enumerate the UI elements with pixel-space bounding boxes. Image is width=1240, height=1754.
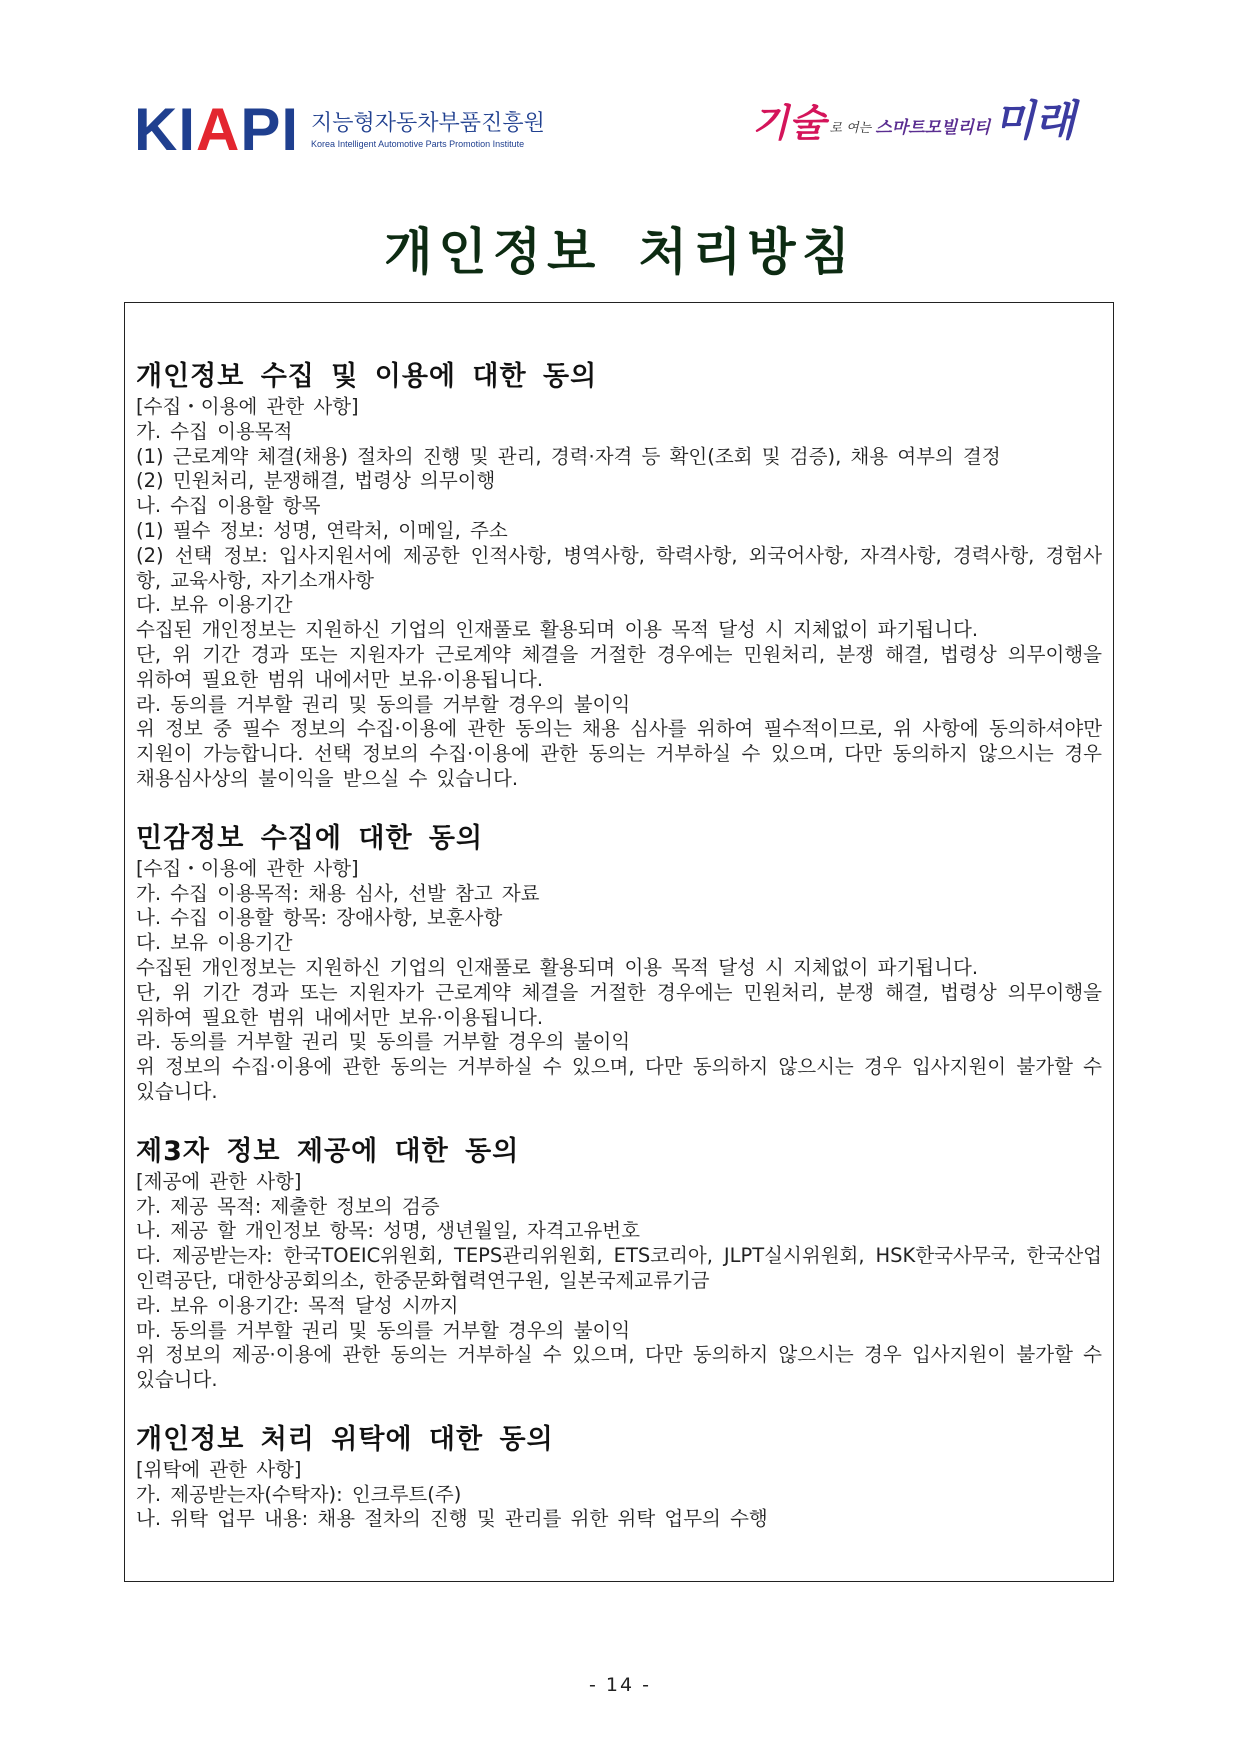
section-line: 나. 수집 이용할 항목: 장애사항, 보훈사항 xyxy=(136,906,503,930)
section-line: 다. 제공받는자: 한국TOEIC위원회, TEPS관리위원회, ETS코리아, JLPT실시위원회, HSK한국사무국, 한국산업인력공단, 대한상공회의소, 한중문화협력연구원, 일본국제교류기금 xyxy=(136,1244,1102,1292)
section-heading: 개인정보 수집 및 이용에 대한 동의 xyxy=(136,361,598,392)
section-line: 위 정보의 제공·이용에 관한 동의는 거부하실 수 있으며, 다만 동의하지 않으시는 경우 입사지원이 불가할 수 있습니다. xyxy=(136,1343,1102,1392)
section-heading: 제3자 정보 제공에 대한 동의 xyxy=(136,1135,520,1167)
slogan-part-1: 기술 xyxy=(752,101,826,145)
section-third-party-consent xyxy=(136,1134,1102,1393)
section-heading: 개인정보 처리 위탁에 대한 동의 xyxy=(136,1423,554,1455)
section-line: 나. 수집 이용할 항목 xyxy=(136,494,321,518)
section-line: (1) 필수 정보: 성명, 연락처, 이메일, 주소 xyxy=(136,518,508,542)
section-line: (2) 민원처리, 분쟁해결, 법령상 의무이행 xyxy=(136,469,496,493)
section-line: 나. 제공 할 개인정보 항목: 성명, 생년월일, 자격고유번호 xyxy=(136,1219,640,1243)
section-line: 단, 위 기간 경과 또는 지원자가 근로계약 체결을 거절한 경우에는 민원처리, 분쟁 해결, 법령상 의무이행을 위하여 필요한 범위 내에서만 보유·이용됩니다. xyxy=(136,642,1102,691)
org-name-korean: 지능형자동차부품진흥원 xyxy=(311,110,545,136)
section-personal-info-consent xyxy=(136,359,1102,792)
section-line: 라. 보유 이용기간: 목적 달성 시까지 xyxy=(136,1293,459,1317)
kiapi-org-name xyxy=(311,111,545,149)
kiapi-logo-accent-letter: A xyxy=(196,96,241,163)
page-number: - 14 - xyxy=(589,1674,651,1696)
kiapi-logo xyxy=(134,96,545,163)
slogan-part-3: 스마트모빌리티 xyxy=(875,118,991,138)
page-header xyxy=(0,0,1240,170)
section-line: 가. 수집 이용목적 xyxy=(136,419,293,443)
section-line: [제공에 관한 사항] xyxy=(136,1169,302,1193)
section-line: 가. 제공 목적: 제출한 정보의 검증 xyxy=(136,1194,440,1218)
section-line: (2) 선택 정보: 입사지원서에 제공한 인적사항, 병역사항, 학력사항, 외국어사항, 자격사항, 경력사항, 경험사항, 교육사항, 자기소개사항 xyxy=(136,543,1102,592)
slogan-part-2: 로 여는 xyxy=(829,121,872,136)
section-line: 위 정보의 수집·이용에 관한 동의는 거부하실 수 있으며, 다만 동의하지 않으시는 경우 입사지원이 불가할 수 있습니다. xyxy=(136,1055,1102,1103)
section-line: 마. 동의를 거부할 권리 및 동의를 거부할 경우의 불이익 xyxy=(136,1318,631,1342)
document-title: 개인정보 처리방침 xyxy=(384,223,856,281)
section-line: [수집・이용에 관한 사항] xyxy=(136,395,359,418)
section-line: 위 정보 중 필수 정보의 수집·이용에 관한 동의는 채용 심사를 위하여 필수적이므로, 위 사항에 동의하셔야만 지원이 가능합니다. 선택 정보의 수집·이용에 관한 동의는 거부하실 수 있으며, 다만 동의하지 않으시는 경우 채용심사상의 불이익을 받으실 수 있습니다. xyxy=(136,717,1102,790)
kiapi-logo-mark xyxy=(134,96,300,163)
section-line: 단, 위 기간 경과 또는 지원자가 근로계약 체결을 거절한 경우에는 민원처리, 분쟁 해결, 법령상 의무이행을 위하여 필요한 범위 내에서만 보유·이용됩니다. xyxy=(136,980,1102,1029)
section-line: 라. 동의를 거부할 권리 및 동의를 거부할 경우의 불이익 xyxy=(136,1030,631,1054)
section-sensitive-info-consent xyxy=(136,821,1102,1105)
section-line: 라. 동의를 거부할 권리 및 동의를 거부할 경우의 불이익 xyxy=(136,692,631,716)
section-line: (1) 근로계약 체결(채용) 절차의 진행 및 관리, 경력·자격 등 확인(조회 및 검증), 채용 여부의 결정 xyxy=(136,444,1001,468)
kiapi-logo-mark-text: KIAPI xyxy=(134,96,300,163)
org-name-english: Korea Intelligent Automotive Parts Promotion Institute xyxy=(311,139,525,150)
content-box xyxy=(124,302,1114,1582)
section-line: [위탁에 관한 사항] xyxy=(136,1457,302,1481)
section-line: 나. 위탁 업무 내용: 채용 절차의 진행 및 관리를 위한 위탁 업무의 수행 xyxy=(136,1507,768,1531)
section-outsourcing-consent xyxy=(136,1422,1102,1532)
section-line: 수집된 개인정보는 지원하신 기업의 인재풀로 활용되며 이용 목적 달성 시 지체없이 파기됩니다. xyxy=(136,955,979,979)
section-line: 다. 보유 이용기간 xyxy=(136,931,293,955)
slogan-logo xyxy=(752,96,1076,145)
section-line: 수집된 개인정보는 지원하신 기업의 인재풀로 활용되며 이용 목적 달성 시 지체없이 파기됩니다. xyxy=(136,618,979,642)
section-line: 다. 보유 이용기간 xyxy=(136,593,293,617)
section-heading: 민감정보 수집에 대한 동의 xyxy=(136,822,484,854)
section-line: 가. 제공받는자(수탁자): 인크루트(주) xyxy=(136,1482,462,1506)
slogan-part-4: 미래 xyxy=(994,96,1076,145)
section-line: 가. 수집 이용목적: 채용 심사, 선발 참고 자료 xyxy=(136,881,540,905)
section-line: [수집・이용에 관한 사항] xyxy=(136,856,359,880)
